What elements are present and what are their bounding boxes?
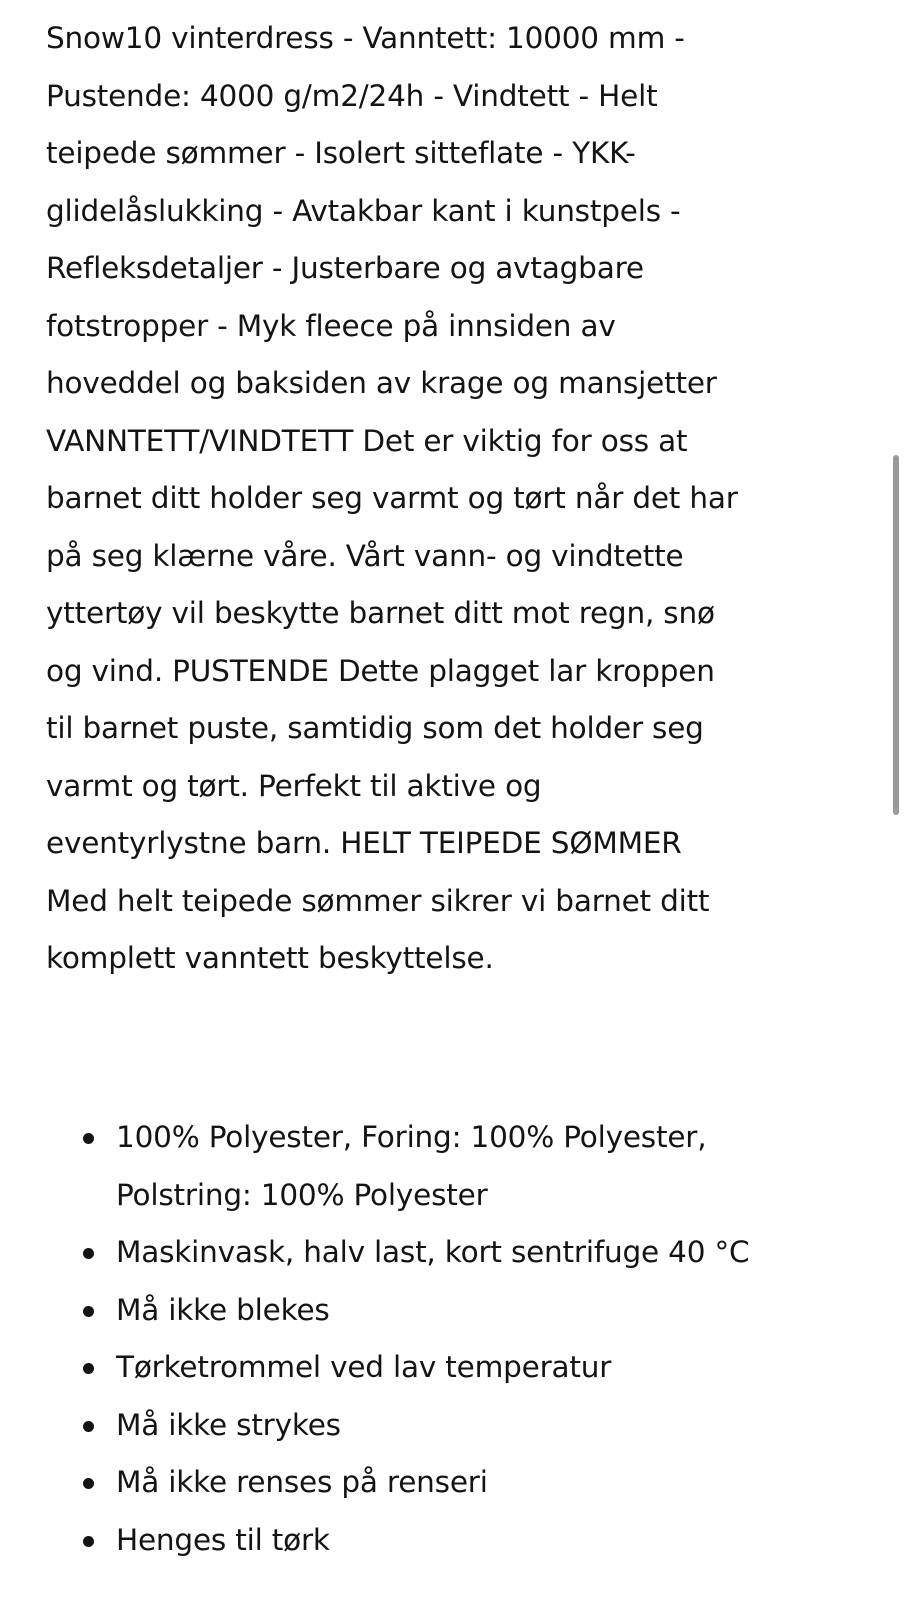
product-description: [46, 10, 876, 988]
care-list-item: [0, 1454, 924, 1512]
bullet-icon: [83, 1248, 94, 1259]
bullet-icon: [83, 1363, 94, 1374]
bullet-icon: [83, 1133, 94, 1144]
bullet-icon: [83, 1421, 94, 1432]
description-line: VANNTETT/VINDTETT Det er viktig for oss at: [46, 423, 688, 458]
description-line: komplett vanntett beskyttelse.: [46, 941, 494, 975]
description-line: yttertøy vil beskytte barnet ditt mot regn, snø: [46, 596, 715, 630]
bullet-icon: [83, 1478, 94, 1489]
scrollbar[interactable]: [893, 455, 899, 815]
care-item-text: Maskinvask, halv last, kort sentrifuge 40 °C: [116, 1235, 750, 1269]
care-item-text: Henges til tørk: [116, 1522, 330, 1557]
description-line: barnet ditt holder seg varmt og tørt når det har: [46, 481, 738, 515]
care-list-item: [0, 1224, 924, 1282]
care-item-text: Må ikke renses på renseri: [116, 1465, 488, 1499]
description-line: hoveddel og baksiden av krage og mansjetter: [46, 366, 717, 400]
care-list-item: [0, 1339, 924, 1397]
description-line: Snow10 vinterdress - Vanntett: 10000 mm -: [46, 21, 685, 55]
description-line: fotstropper - Myk fleece på innsiden av: [46, 308, 616, 343]
bullet-icon: [83, 1306, 94, 1317]
care-item-text: 100% Polyester, Foring: 100% Polyester,: [116, 1120, 707, 1154]
description-line: Refleksdetaljer - Justerbare og avtagbare: [46, 251, 644, 285]
care-instructions-list: [0, 1109, 924, 1569]
care-list-item: [0, 1282, 924, 1340]
care-item-text: Polstring: 100% Polyester: [116, 1177, 488, 1212]
description-line: og vind. PUSTENDE Dette plagget lar kroppen: [46, 653, 715, 688]
care-item-text: Må ikke blekes: [116, 1292, 330, 1327]
care-list-item: [0, 1397, 924, 1455]
care-item-text: Tørketrommel ved lav temperatur: [116, 1350, 612, 1384]
description-line: varmt og tørt. Perfekt til aktive og: [46, 768, 542, 803]
bullet-icon: [83, 1536, 94, 1547]
description-line: på seg klærne våre. Vårt vann- og vindtette: [46, 538, 684, 573]
care-list-item: [0, 1109, 924, 1224]
description-line: teipede sømmer - Isolert sitteflate - YKK-: [46, 136, 636, 170]
description-line: Pustende: 4000 g/m2/24h - Vindtett - Helt: [46, 78, 658, 113]
care-item-text: Må ikke strykes: [116, 1407, 341, 1442]
care-list-item: [0, 1512, 924, 1570]
description-line: til barnet puste, samtidig som det holder seg: [46, 711, 704, 745]
description-line: eventyrlystne barn. HELT TEIPEDE SØMMER: [46, 826, 682, 860]
description-line: Med helt teipede sømmer sikrer vi barnet ditt: [46, 883, 710, 918]
description-line: glidelåslukking - Avtakbar kant i kunstpels -: [46, 193, 681, 228]
